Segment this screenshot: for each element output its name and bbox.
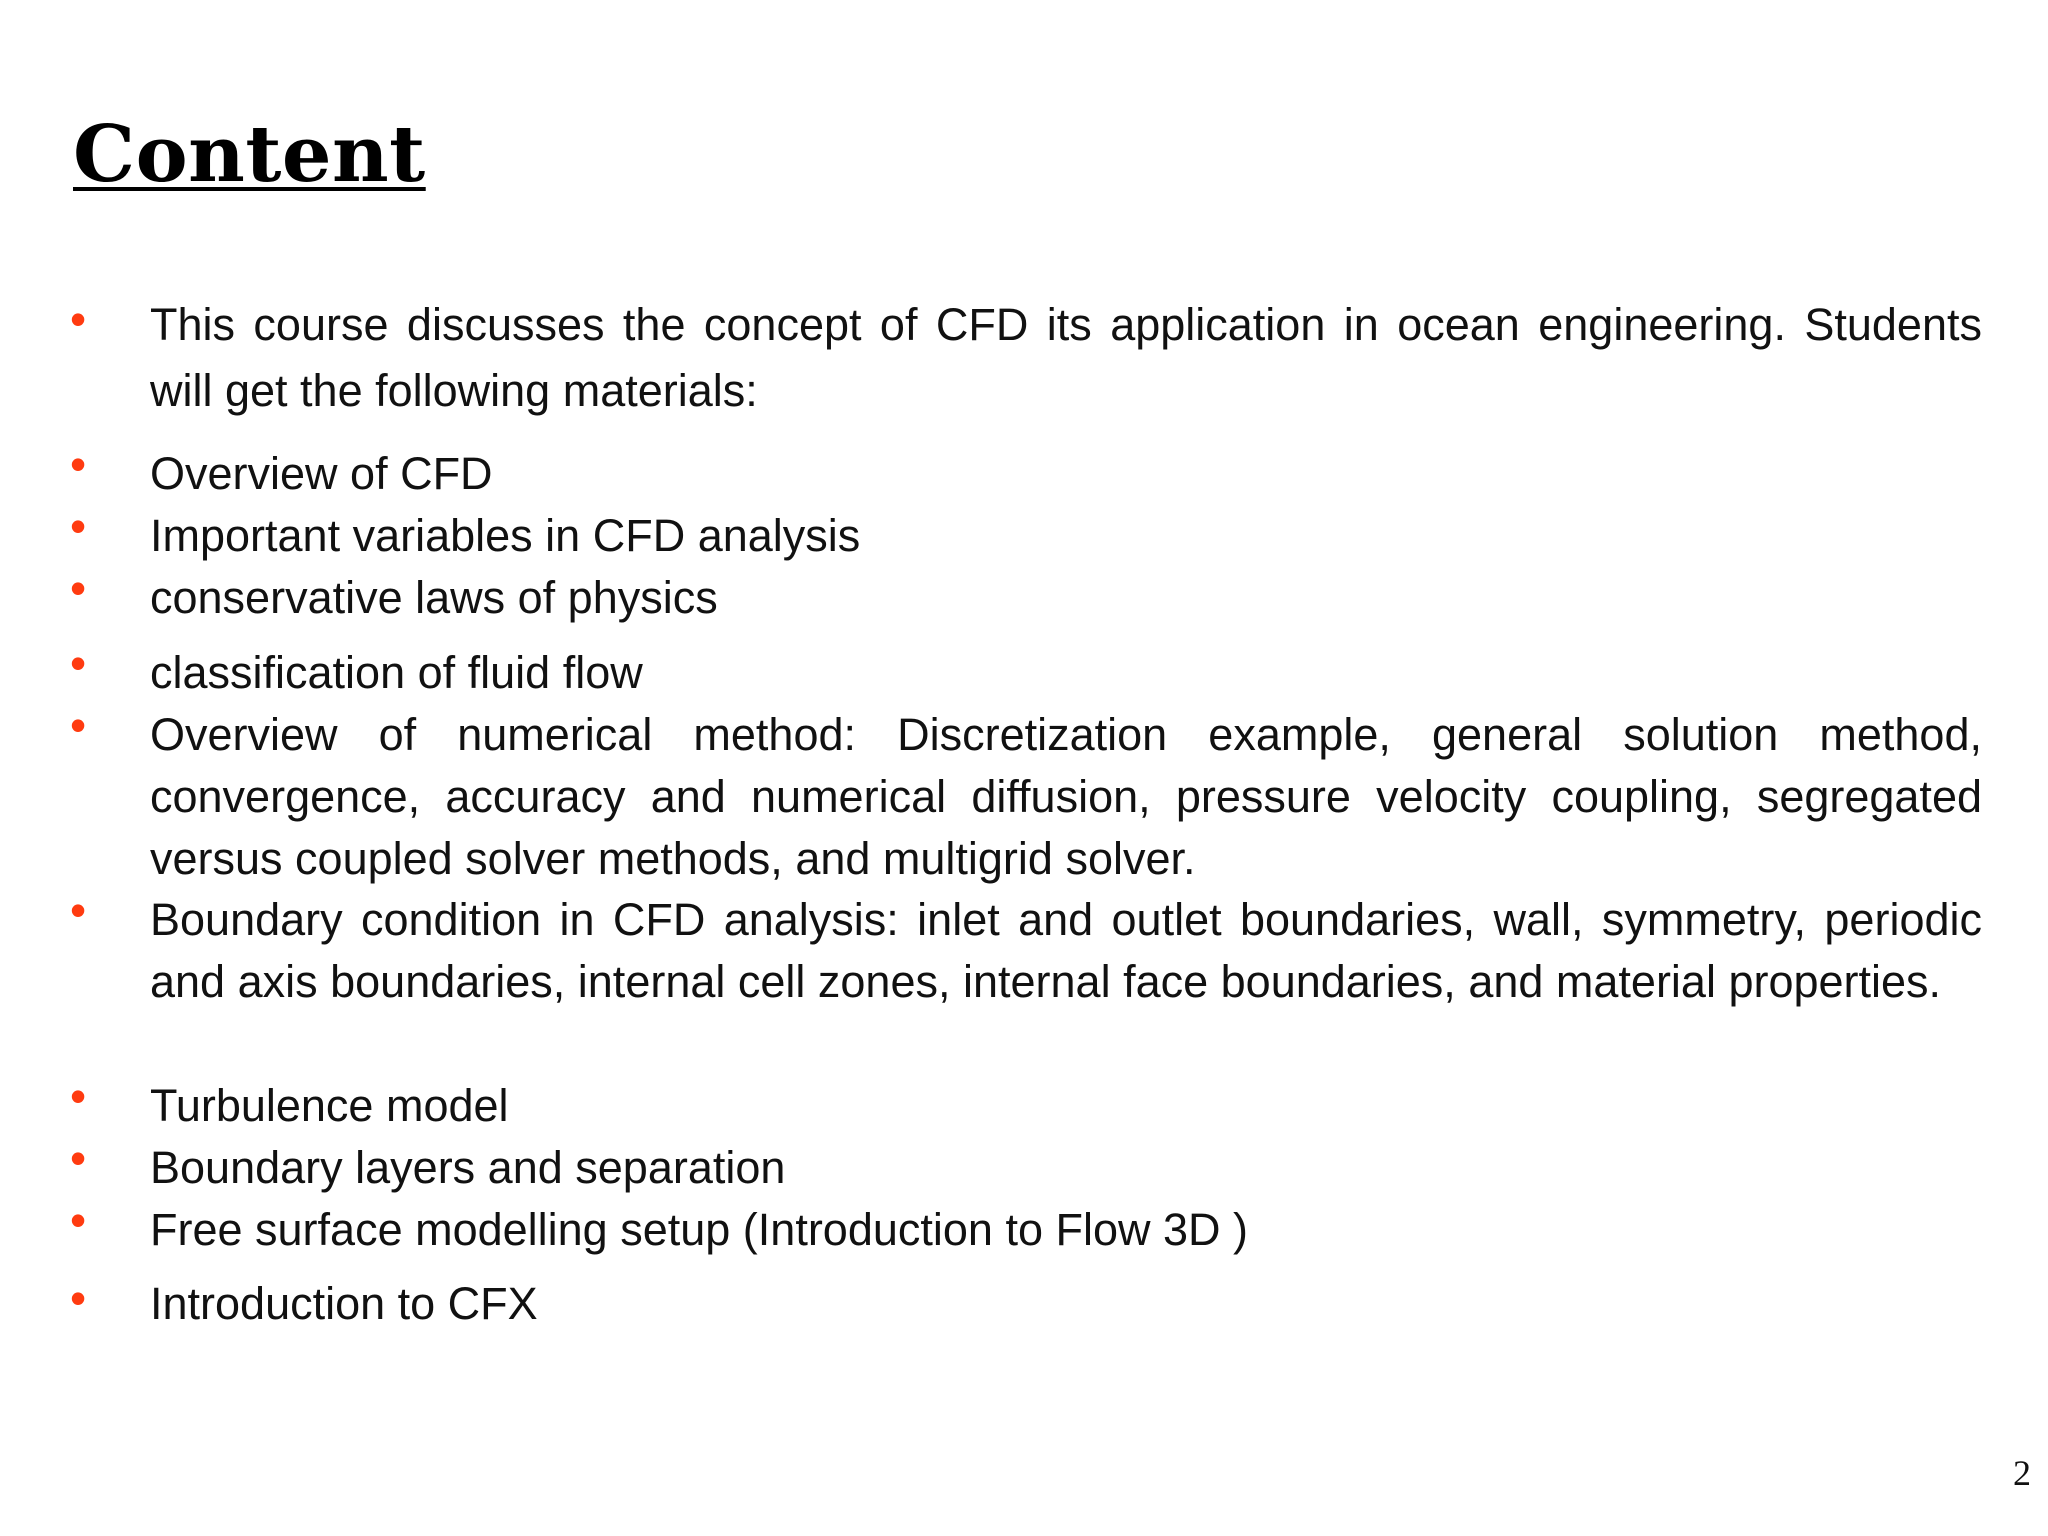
- bullet-icon: •: [70, 1132, 87, 1184]
- list-item-text: Overview of numerical method: Discretization example, general solution method, convergence, accuracy and numerical diffusion, pressure velocity coupling, segregated versus coupled solver methods, and multigrid solver.: [150, 709, 1982, 884]
- bullet-icon: •: [70, 637, 87, 689]
- list-item: [70, 1070, 1982, 1137]
- bullet-icon: •: [70, 293, 87, 345]
- list-item: [70, 699, 1982, 890]
- list-item: [70, 438, 1982, 505]
- list-item-text: Important variables in CFD analysis: [150, 510, 861, 561]
- bullet-icon: •: [70, 500, 87, 552]
- list-item-text: Boundary layers and separation: [150, 1142, 786, 1193]
- bullet-icon: •: [70, 1070, 87, 1122]
- bullet-icon: •: [70, 884, 87, 936]
- list-item: [70, 292, 1982, 424]
- list-item-text: conservative laws of physics: [150, 572, 718, 623]
- list-item-text: Free surface modelling setup (Introduction to Flow 3D ): [150, 1204, 1248, 1255]
- list-item: [70, 562, 1982, 629]
- list-item: [70, 1132, 1982, 1199]
- bullet-icon: •: [70, 1194, 87, 1246]
- bullet-icon: •: [70, 438, 87, 490]
- bullet-icon: •: [70, 699, 87, 751]
- slide-title: Content: [73, 109, 426, 200]
- page-number: 2: [2013, 1453, 2031, 1493]
- list-item: [70, 500, 1982, 567]
- list-item-text: Turbulence model: [150, 1080, 509, 1131]
- list-item-text: Boundary condition in CFD analysis: inlet and outlet boundaries, wall, symmetry, periodic and axis boundaries, internal cell zones, internal face boundaries, and material properties.: [150, 894, 1982, 1007]
- list-item: [70, 637, 1982, 704]
- list-item: [70, 1194, 1982, 1261]
- bullet-icon: •: [70, 1272, 87, 1324]
- list-item: [70, 1272, 1982, 1335]
- list-item-text: This course discusses the concept of CFD its application in ocean engineering. Students will get the following materials:: [150, 299, 1982, 416]
- list-item: [70, 884, 1982, 1013]
- list-item-text: Overview of CFD: [150, 448, 493, 499]
- list-item-text: classification of fluid flow: [150, 647, 643, 698]
- list-item-text: Introduction to CFX: [150, 1278, 538, 1329]
- bullet-icon: •: [70, 562, 87, 614]
